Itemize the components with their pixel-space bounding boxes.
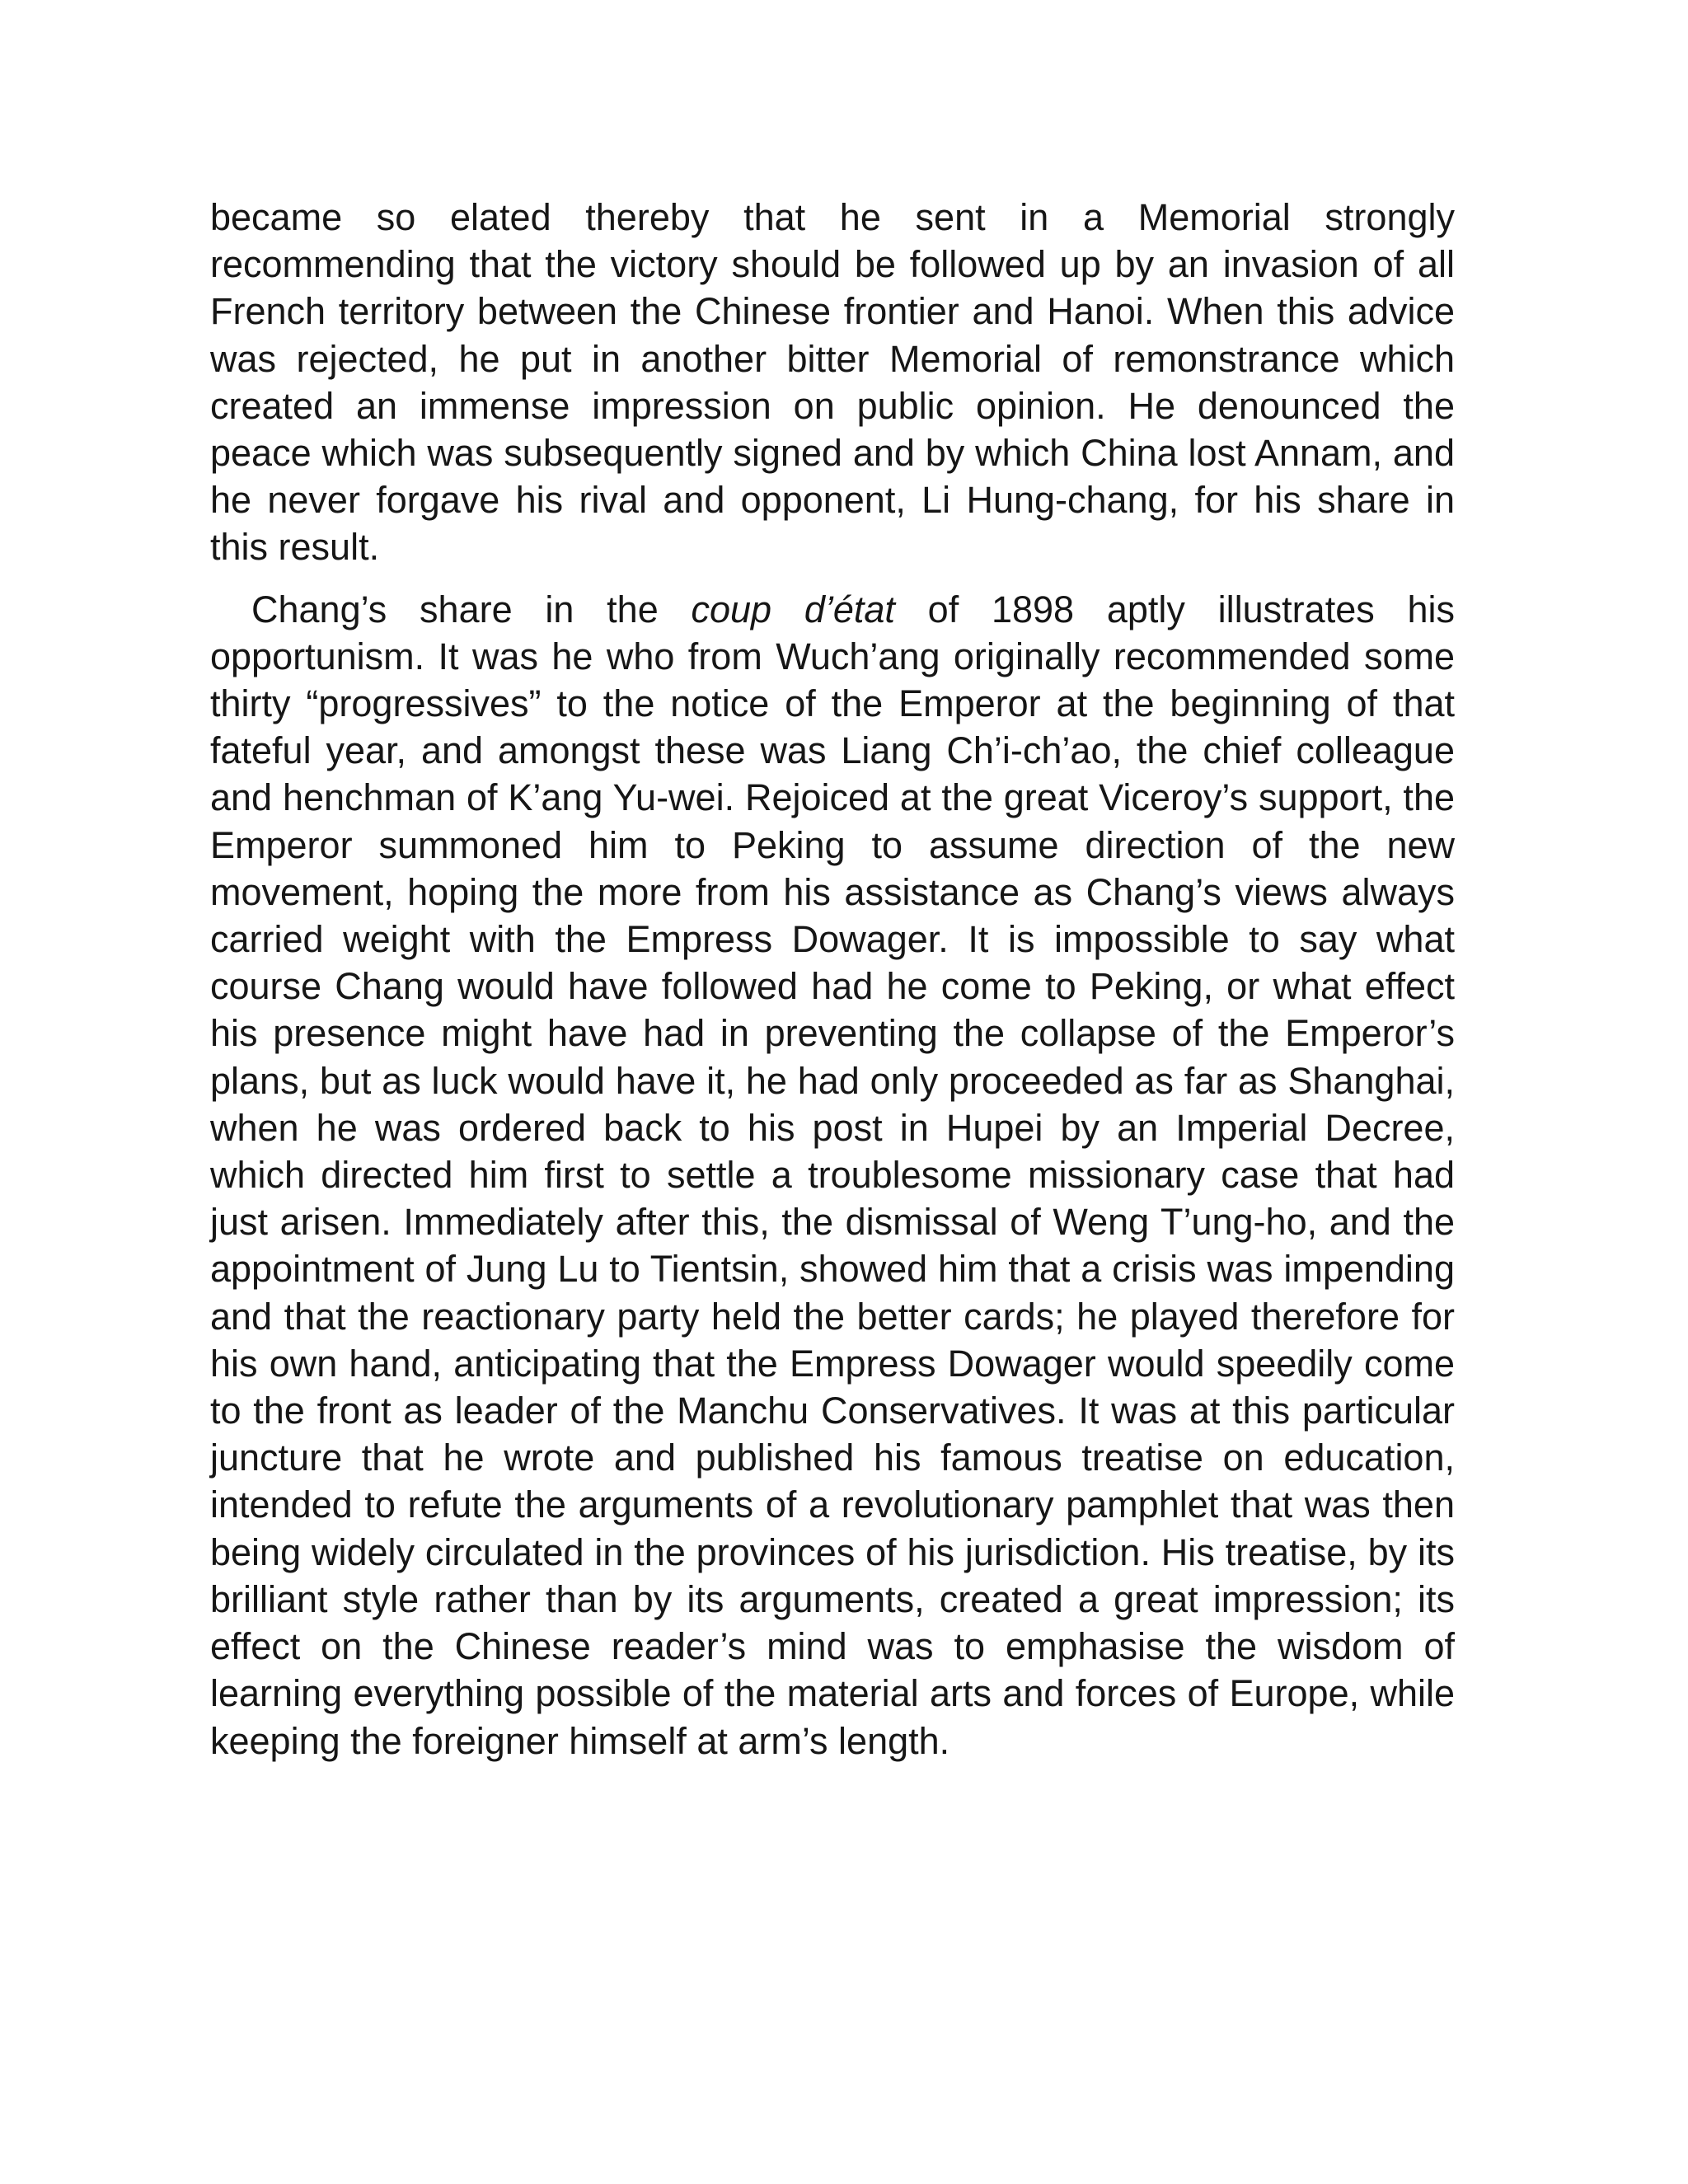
paragraph-2 bbox=[210, 586, 1455, 1765]
paragraph-2-rest: of 1898 aptly illustrates his opportunism. It was he who from Wuch’ang originally recommended some thirty “progressives” to the notice of the Emperor at the beginning of that fateful year, and amongst these was Liang Ch’i-ch’ao, the chief colleague and henchman of K’ang Yu-wei. Rejoiced at the great Viceroy’s support, the Emperor summoned him to Peking to assume direction of the new movement, hoping the more from his assistance as Chang’s views always carried weight with the Empress Dowager. It is impossible to say what course Chang would have followed had he come to Peking, or what effect his presence might have had in preventing the collapse of the Emperor’s plans, but as luck would have it, he had only proceeded as far as Shanghai, when he was ordered back to his post in Hupei by an Imperial Decree, which directed him first to settle a troublesome missionary case that had just arisen. Immediately after this, the dismissal of Weng T’ung-ho, and the appointment of Jung Lu to Tientsin, showed him that a crisis was impending and that the reactionary party held the better cards; he played therefore for his own hand, anticipating that the Empress Dowager would speedily come to the front as leader of the Manchu Conservatives. It was at this particular juncture that he wrote and published his famous treatise on education, intended to refute the arguments of a revolutionary pamphlet that was then being widely circulated in the provinces of his jurisdiction. His treatise, by its brilliant style rather than by its arguments, created a great impression; its effect on the Chinese reader’s mind was to emphasise the wisdom of learning everything possible of the material arts and forces of Europe, while keeping the foreigner himself at arm’s length. bbox=[210, 588, 1456, 1762]
body-text bbox=[210, 194, 1455, 1765]
paragraph-1 bbox=[210, 194, 1455, 571]
paragraph-1-text: became so elated thereby that he sent in a Memorial strongly recommending that the victory should be followed up by an invasion of all French territory between the Chinese frontier and Hanoi. When this advice was rejected, he put in another bitter Memorial of remonstrance which created an immense impression on public opinion. He denounced the peace which was subsequently signed and by which China lost Annam, and he never forgave his rival and opponent, Li Hung-chang, for his share in this result. bbox=[210, 196, 1455, 569]
paragraph-2-lead: Chang’s share in the bbox=[251, 588, 692, 630]
paragraph-2-italic-phrase: coup d’état bbox=[691, 588, 895, 630]
